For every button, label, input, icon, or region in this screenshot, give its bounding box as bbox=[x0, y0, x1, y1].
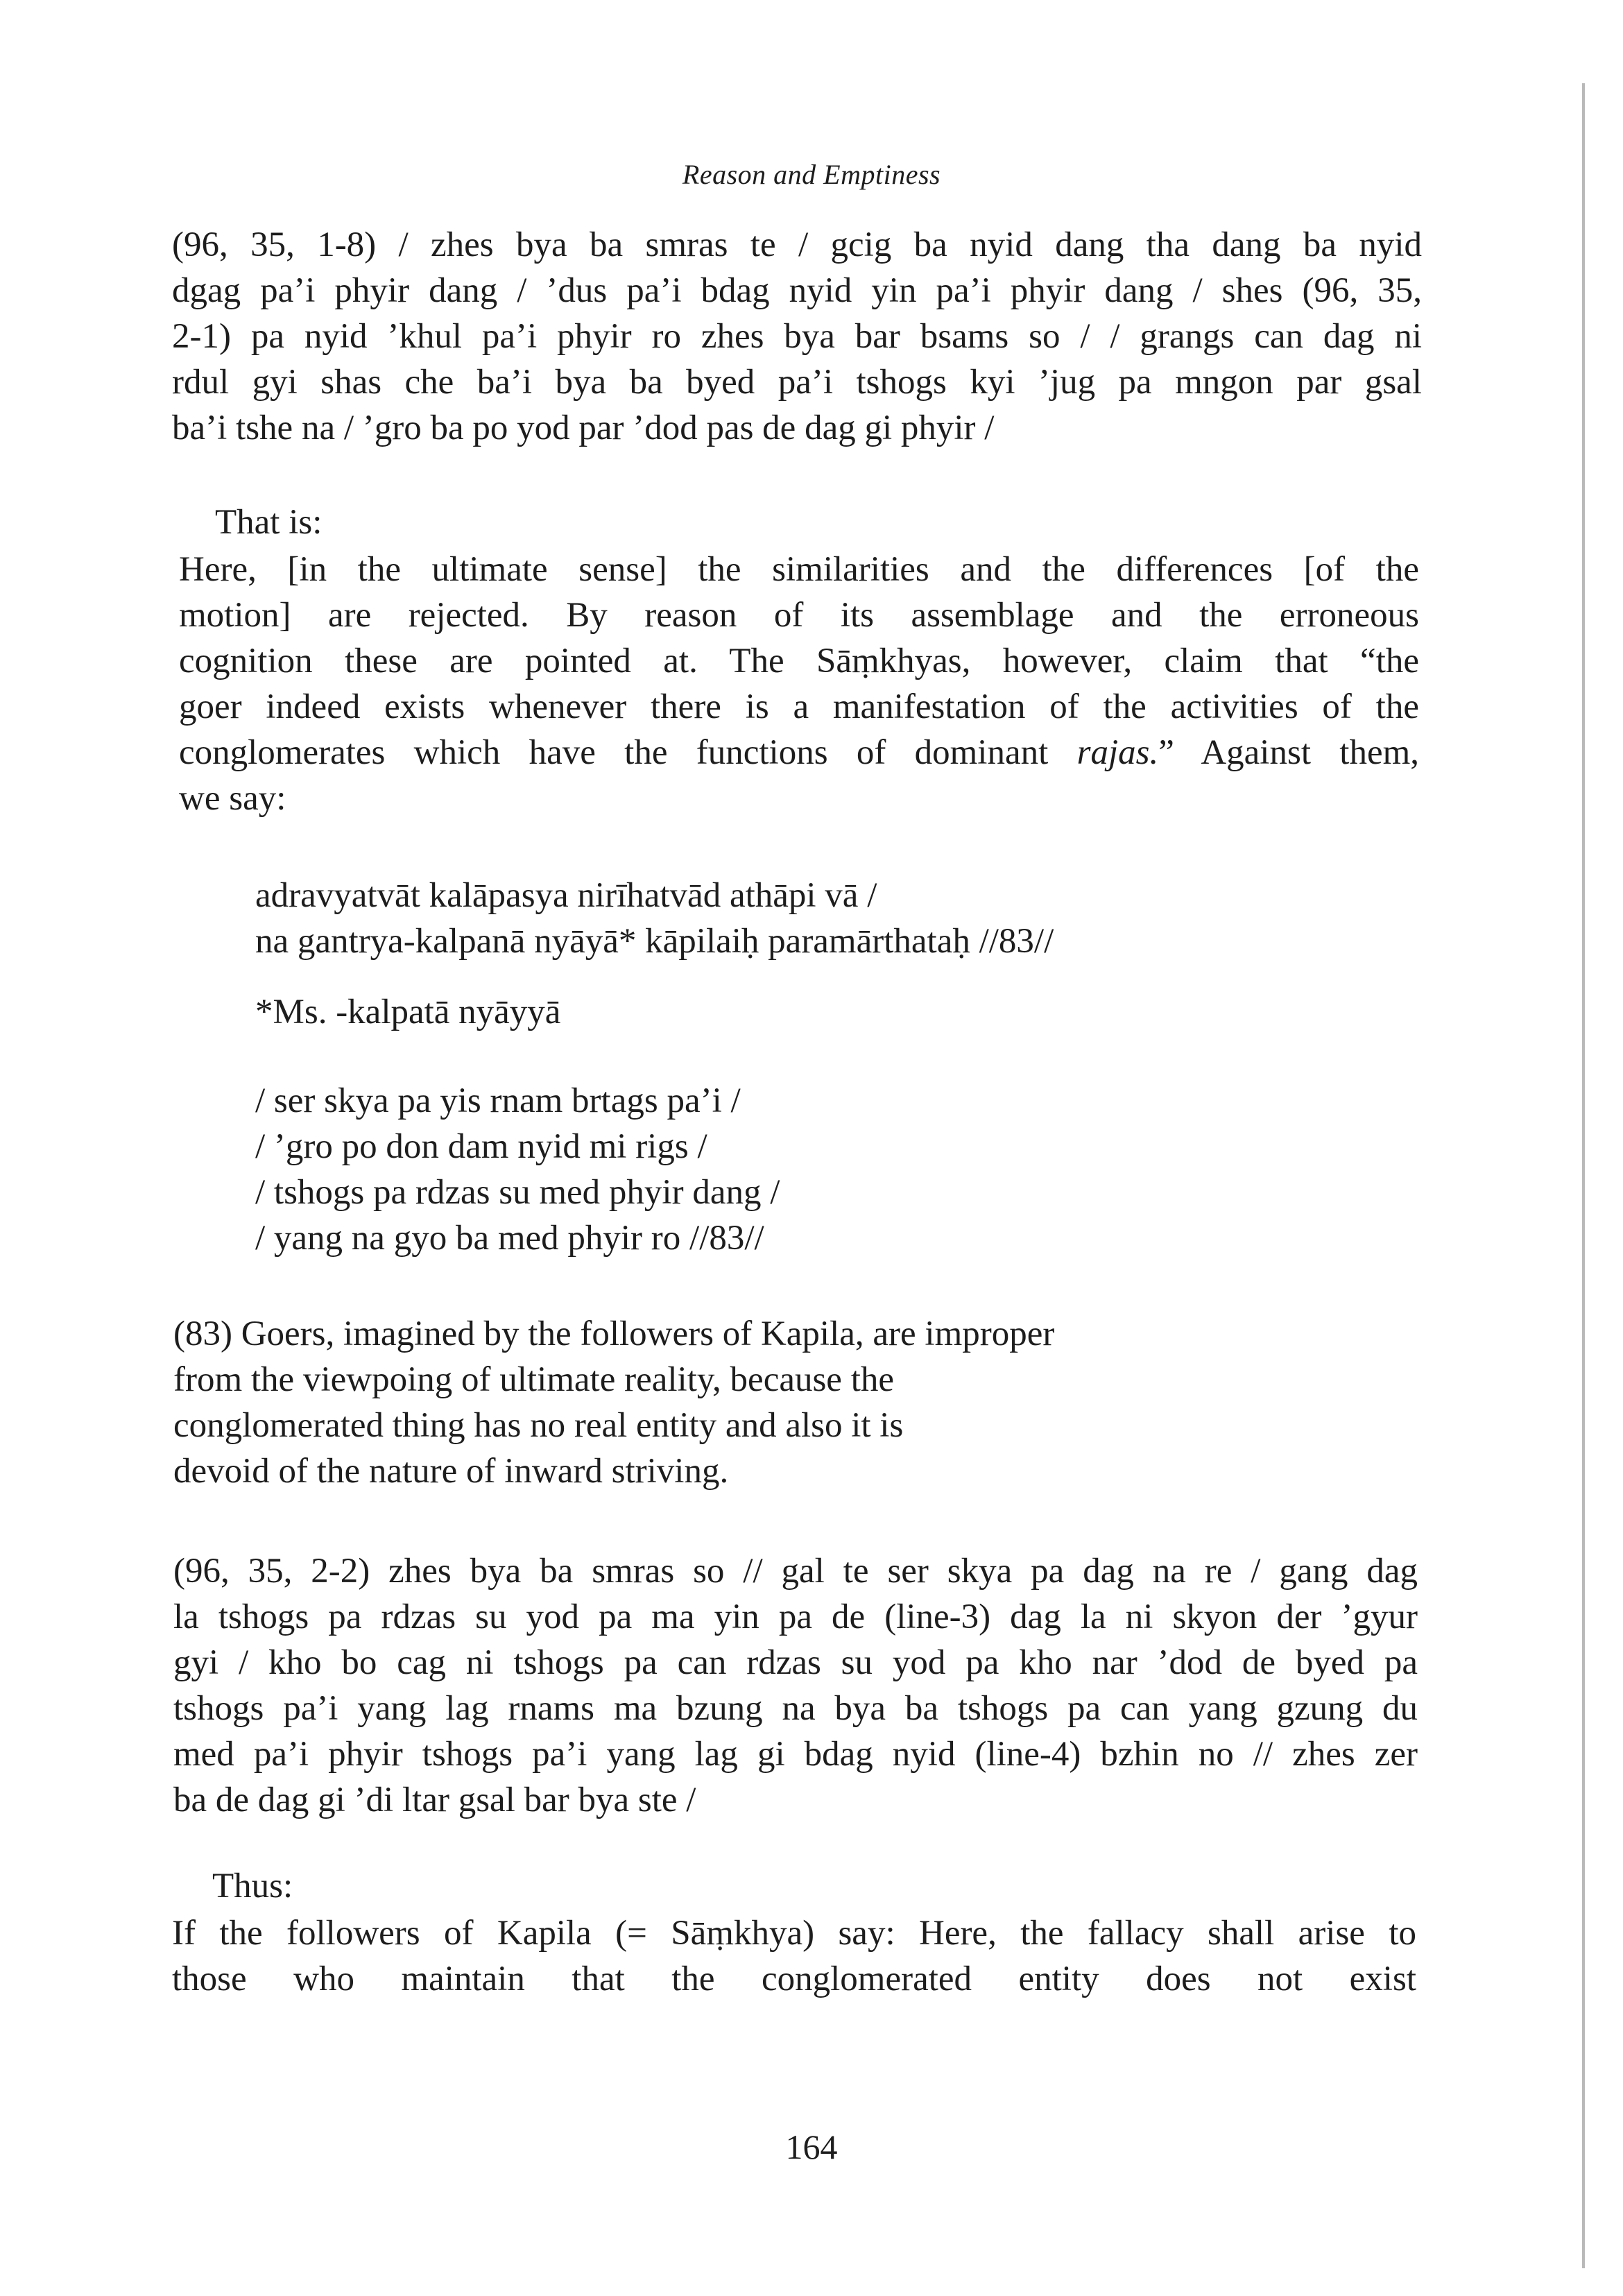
verse-line: / tshogs pa rdzas su med phyir dang / bbox=[255, 1173, 780, 1212]
translation-paragraph-1 bbox=[179, 547, 1419, 821]
text-line: those who maintain that the conglomerated entity does not exist bbox=[172, 1960, 1416, 1998]
text-line: med pa’i phyir tshogs pa’i yang lag gi bdag nyid (line-4) bzhin no // zhes zer bbox=[173, 1735, 1418, 1774]
translation-paragraph-2 bbox=[172, 1910, 1416, 2002]
verse-line: adravyatvāt kalāpasya nirīhatvād athāpi vā / bbox=[255, 876, 877, 915]
italic-term-rajas: rajas. bbox=[1076, 733, 1159, 772]
text-line: If the followers of Kapila (= Sāṃkhya) say: Here, the fallacy shall arise to bbox=[172, 1914, 1416, 1953]
text-line: 2-1) pa nyid ’khul pa’i phyir ro zhes bya bar bsams so / / grangs can dag ni bbox=[172, 317, 1422, 356]
text-line: we say: bbox=[179, 779, 286, 818]
page-edge-shadow bbox=[1582, 83, 1585, 2268]
sanskrit-verse bbox=[255, 873, 1054, 964]
text-line: (83) Goers, imagined by the followers of Kapila, are improper bbox=[173, 1314, 1055, 1353]
verse-line: na gantrya-kalpanā nyāyā* kāpilaiḥ paramārthataḥ //83// bbox=[255, 922, 1054, 961]
text-line: ba’i tshe na / ’gro ba po yod par ’dod pas de dag gi phyir / bbox=[172, 409, 995, 447]
verse-translation bbox=[173, 1311, 1054, 1494]
text-line: (96, 35, 2-2) zhes bya ba smras so // gal te ser skya pa dag na re / gang dag bbox=[173, 1552, 1418, 1591]
text-line: from the viewpoing of ultimate reality, because the bbox=[173, 1360, 895, 1399]
thus-label: Thus: bbox=[212, 1867, 293, 1905]
text-line: la tshogs pa rdzas su yod pa ma yin pa de (line-3) dag la ni skyon der ’gyur bbox=[173, 1597, 1418, 1636]
verse-line: / yang na gyo ba med phyir ro //83// bbox=[255, 1219, 764, 1258]
text-line bbox=[179, 730, 1419, 776]
text-line: gyi / kho bo cag ni tshogs pa can rdzas su yod pa kho nar ’dod de byed pa bbox=[173, 1643, 1418, 1682]
text-line: (96, 35, 1-8) / zhes bya ba smras te / gcig ba nyid dang tha dang ba nyid bbox=[172, 225, 1422, 264]
text-line: goer indeed exists whenever there is a manifestation of the activities of the bbox=[179, 687, 1419, 726]
tibetan-paragraph-1 bbox=[172, 222, 1422, 451]
verse-line: / ’gro po don dam nyid mi rigs / bbox=[255, 1127, 707, 1166]
tibetan-paragraph-2 bbox=[173, 1548, 1418, 1823]
text-line: dgag pa’i phyir dang / ’dus pa’i bdag nyid yin pa’i phyir dang / shes (96, 35, bbox=[172, 271, 1422, 310]
verse-line: / ser skya pa yis rnam brtags pa’i / bbox=[255, 1081, 741, 1120]
text-line: Here, [in the ultimate sense] the similarities and the differences [of the bbox=[179, 550, 1419, 589]
running-title: Reason and Emptiness bbox=[682, 159, 941, 190]
tibetan-verse bbox=[255, 1078, 780, 1261]
text-segment: ” Against them, bbox=[1158, 733, 1420, 772]
text-line: ba de dag gi ’di ltar gsal bar bya ste / bbox=[173, 1781, 696, 1819]
text-line: rdul gyi shas che ba’i bya ba byed pa’i tshogs kyi ’jug pa mngon par gsal bbox=[172, 363, 1422, 402]
that-is-label: That is: bbox=[215, 503, 323, 542]
text-line: motion] are rejected. By reason of its assemblage and the erroneous bbox=[179, 596, 1419, 635]
manuscript-note: *Ms. -kalpatā nyāyyā bbox=[255, 993, 561, 1031]
text-line: conglomerated thing has no real entity and also it is bbox=[173, 1406, 904, 1445]
text-segment: conglomerates which have the functions of dominant bbox=[179, 733, 1049, 772]
text-line: tshogs pa’i yang lag rnams ma bzung na bya ba tshogs pa can yang gzung du bbox=[173, 1689, 1418, 1728]
text-line: devoid of the nature of inward striving. bbox=[173, 1452, 729, 1491]
page-number: 164 bbox=[785, 2127, 838, 2166]
text-line: cognition these are pointed at. The Sāṃkhyas, however, claim that “the bbox=[179, 642, 1419, 680]
